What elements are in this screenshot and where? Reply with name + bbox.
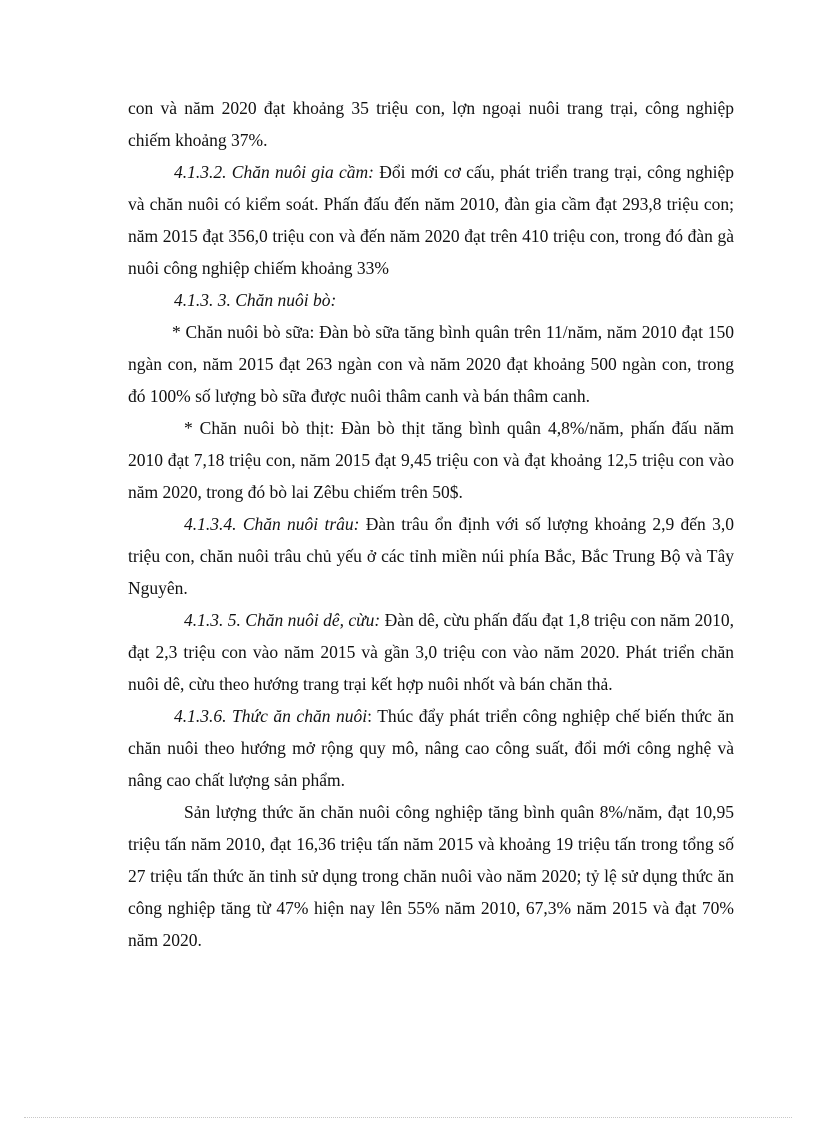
section-heading: 4.1.3.6. Thức ăn chăn nuôi bbox=[174, 706, 368, 726]
paragraph-output bbox=[128, 796, 734, 956]
paragraph-feed bbox=[128, 700, 734, 796]
section-heading: 4.1.3. 5. Chăn nuôi dê, cừu: bbox=[184, 610, 381, 630]
paragraph-cattle-heading bbox=[128, 284, 734, 316]
document-body bbox=[128, 92, 734, 956]
paragraph-dairy bbox=[128, 316, 734, 412]
section-heading: 4.1.3. 3. Chăn nuôi bò: bbox=[174, 290, 337, 310]
paragraph-text: con và năm 2020 đạt khoảng 35 triệu con, lợn ngoại nuôi trang trại, công nghiệp chiếm khoảng 37%. bbox=[128, 98, 734, 150]
paragraph-intro bbox=[128, 92, 734, 156]
paragraph-text: Sản lượng thức ăn chăn nuôi công nghiệp tăng bình quân 8%/năm, đạt 10,95 triệu tấn năm 2010, đạt 16,36 triệu tấn năm 2015 và khoảng 19 triệu tấn trong tổng số 27 triệu tấn thức ăn tinh sử dụng trong chăn nuôi vào năm 2020; tỷ lệ sử dụng thức ăn công nghiệp tăng từ 47% hiện nay lên 55% năm 2010, 67,3% năm 2015 và đạt 70% năm 2020. bbox=[128, 802, 734, 950]
paragraph-buffalo bbox=[128, 508, 734, 604]
paragraph-text: Đổi mới cơ cấu, phát triển trang trại, công nghiệp và chăn nuôi có kiểm soát. Phấn đấu đến năm 2010, đàn gia cầm đạt 293,8 triệu con; năm 2015 đạt 356,0 triệu con và đến năm 2020 đạt trên 410 triệu con, trong đó đàn gà nuôi công nghiệp chiếm khoảng 33% bbox=[128, 162, 734, 278]
paragraph-text: : Thúc đẩy phát triển công nghiệp chế biến thức ăn chăn nuôi theo hướng mở rộng quy mô, nâng cao công suất, đổi mới công nghệ và nâng cao chất lượng sản phẩm. bbox=[128, 706, 734, 790]
paragraph-text: * Chăn nuôi bò thịt: Đàn bò thịt tăng bình quân 4,8%/năm, phấn đấu năm 2010 đạt 7,18 triệu con, năm 2015 đạt 9,45 triệu con và đạt khoảng 12,5 triệu con vào năm 2020, trong đó bò lai Zêbu chiếm trên 50$. bbox=[128, 418, 734, 502]
section-heading: 4.1.3.4. Chăn nuôi trâu: bbox=[184, 514, 360, 534]
section-heading: 4.1.3.2. Chăn nuôi gia cầm: bbox=[174, 162, 375, 182]
paragraph-goat bbox=[128, 604, 734, 700]
paragraph-poultry bbox=[128, 156, 734, 284]
paragraph-beef bbox=[128, 412, 734, 508]
paragraph-text: Đàn trâu ổn định với số lượng khoảng 2,9 đến 3,0 triệu con, chăn nuôi trâu chủ yếu ở các tỉnh miền núi phía Bắc, Bắc Trung Bộ và Tây Nguyên. bbox=[128, 514, 734, 598]
paragraph-text: Đàn dê, cừu phấn đấu đạt 1,8 triệu con năm 2010, đạt 2,3 triệu con vào năm 2015 và gần 3,0 triệu con vào năm 2020. Phát triển chăn nuôi dê, cừu theo hướng trang trại kết hợp nuôi nhốt và bán chăn thả. bbox=[128, 610, 734, 694]
page-bottom-divider bbox=[24, 1117, 792, 1118]
paragraph-text: * Chăn nuôi bò sữa: Đàn bò sữa tăng bình quân trên 11/năm, năm 2010 đạt 150 ngàn con, năm 2015 đạt 263 ngàn con và năm 2020 đạt khoảng 500 ngàn con, trong đó 100% số lượng bò sữa được nuôi thâm canh và bán thâm canh. bbox=[128, 322, 734, 406]
